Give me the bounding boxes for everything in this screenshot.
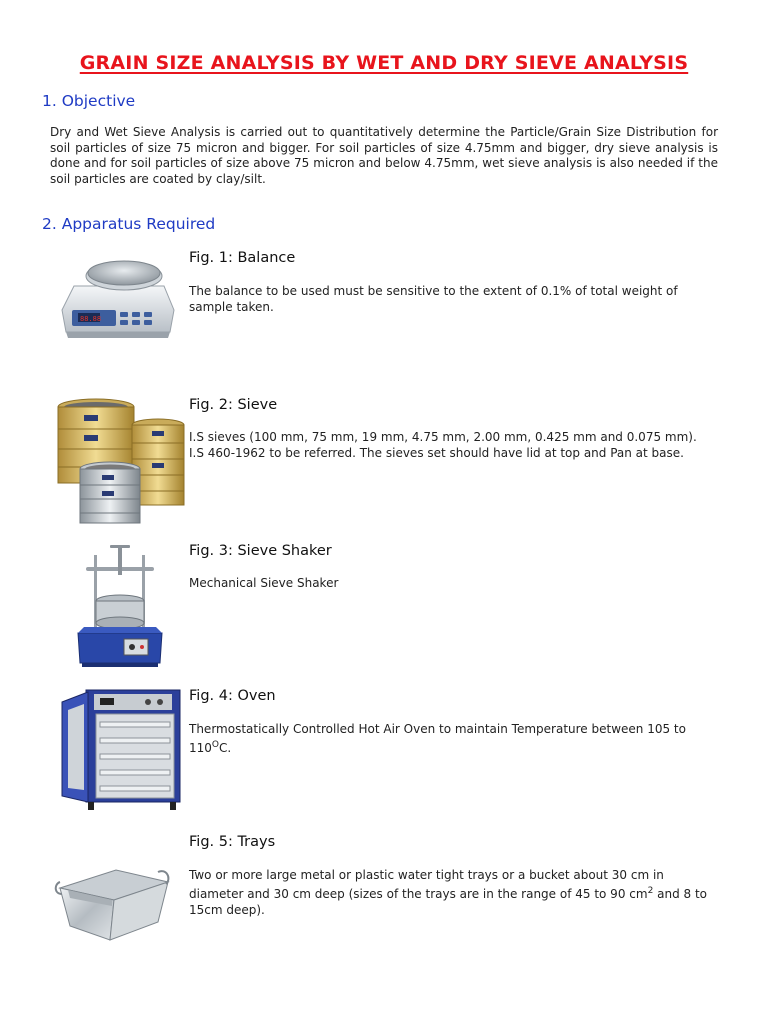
oven-image xyxy=(58,688,184,812)
figure-text: The balance to be used must be sensitive to the extent of 0.1% of total weight of sample taken. xyxy=(189,284,678,314)
apparatus-heading: 2. Apparatus Required xyxy=(42,215,216,233)
balance-image xyxy=(54,248,178,344)
figure-title: Fig. 2: Sieve xyxy=(189,397,278,413)
figure-text: I.S sieves (100 mm, 75 mm, 19 mm, 4.75 mm, 2.00 mm, 0.425 mm and 0.075 mm). I.S 460-1962 to be referred. The sieves set should have lid at top and Pan at base. xyxy=(189,430,697,460)
sieve-shaker-image xyxy=(72,541,168,671)
trays-image xyxy=(54,860,172,946)
figure-text: Two or more large metal or plastic water tight trays or a bucket about 30 cm in diameter and 30 cm deep (sizes of the trays are in the range of 45 to 90 $cm^2$ and 8 to 15cm deep). xyxy=(189,868,707,917)
svg-text:88.88: 88.88 xyxy=(80,315,102,323)
figure-title: Fig. 3: Sieve Shaker xyxy=(189,543,332,559)
figure-text: Mechanical Sieve Shaker xyxy=(189,576,339,590)
objective-text: Dry and Wet Sieve Analysis is carried out to quantitatively determine the Particle/Grain Size Distribution for soil particles of size 75 micron and bigger. For soil particles of size 4.75mm and bigger, dry sieve analysis is done and for soil particles of size above 75 micron and below 4.75mm, wet sieve analysis is also needed if the soil particles are coated by clay/silt. xyxy=(50,125,718,186)
figure-title: Fig. 1: Balance xyxy=(189,250,296,266)
figure-title: Fig. 4: Oven xyxy=(189,688,276,704)
sieve-image xyxy=(54,393,186,528)
objective-heading: 1. Objective xyxy=(42,92,136,110)
page-title: GRAIN SIZE ANALYSIS BY WET AND DRY SIEVE ANALYSIS xyxy=(79,52,689,74)
figure-title: Fig. 5: Trays xyxy=(189,834,276,850)
figure-text: Thermostatically Controlled Hot Air Oven to maintain Temperature between 105 to $110^OC$. xyxy=(189,722,686,755)
